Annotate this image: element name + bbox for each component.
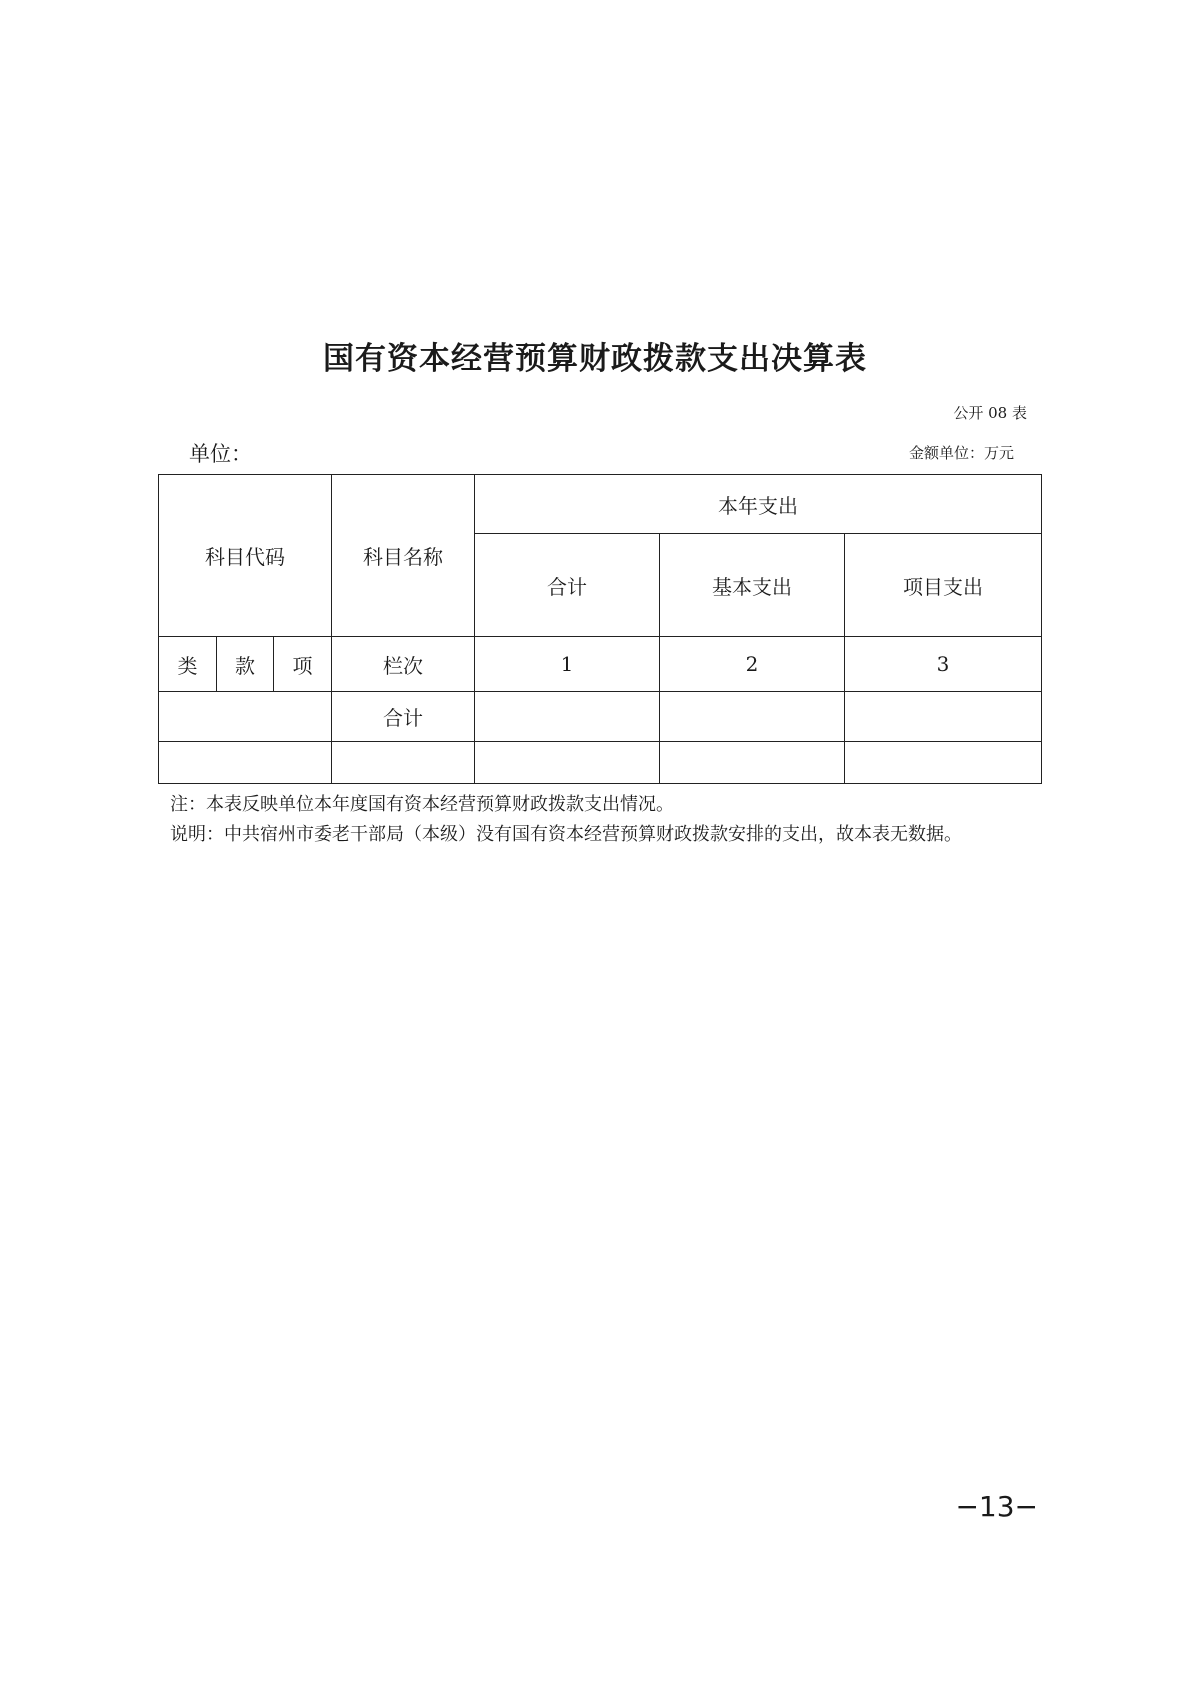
- unit-label: 单位：: [189, 442, 252, 466]
- empty-name-cell: [332, 742, 475, 784]
- form-number: 公开 08 表: [953, 404, 1027, 422]
- page-number: −13−: [955, 1490, 1038, 1523]
- total-row-label: 合计: [332, 692, 475, 742]
- header-current-year-expenditure: 本年支出: [475, 475, 1042, 534]
- header-basic-expenditure: 基本支出: [660, 534, 845, 637]
- table-row: [159, 742, 1042, 784]
- total-row-total-cell: [475, 692, 660, 742]
- total-row-code-cell: [159, 692, 332, 742]
- column-index-2: 2: [660, 637, 845, 692]
- sub-header-xiang: 项: [274, 637, 332, 692]
- header-subject-name: 科目名称: [332, 475, 475, 637]
- sub-header-lei: 类: [159, 637, 217, 692]
- total-row-basic-cell: [660, 692, 845, 742]
- header-subject-code: 科目代码: [159, 475, 332, 637]
- sub-header-kuan: 款: [217, 637, 274, 692]
- page-title: 国有资本经营预算财政拨款支出决算表: [323, 341, 867, 377]
- table-explanation: 说明：中共宿州市委老干部局（本级）没有国有资本经营预算财政拨款安排的支出，故本表无数据。: [170, 824, 962, 845]
- table-header-row: [159, 475, 1042, 534]
- column-index-label: 栏次: [332, 637, 475, 692]
- empty-basic-cell: [660, 742, 845, 784]
- header-total: 合计: [475, 534, 660, 637]
- table-column-index-row: [159, 637, 1042, 692]
- expenditure-table: [158, 474, 1042, 784]
- empty-total-cell: [475, 742, 660, 784]
- total-row-project-cell: [845, 692, 1042, 742]
- empty-code-cell: [159, 742, 332, 784]
- notes-block: [170, 790, 962, 850]
- amount-unit-label: 金额单位：万元: [908, 444, 1014, 462]
- empty-project-cell: [845, 742, 1042, 784]
- column-index-3: 3: [845, 637, 1042, 692]
- column-index-1: 1: [475, 637, 660, 692]
- table-total-row: [159, 692, 1042, 742]
- header-project-expenditure: 项目支出: [845, 534, 1042, 637]
- table-note: 注：本表反映单位本年度国有资本经营预算财政拨款支出情况。: [170, 794, 674, 815]
